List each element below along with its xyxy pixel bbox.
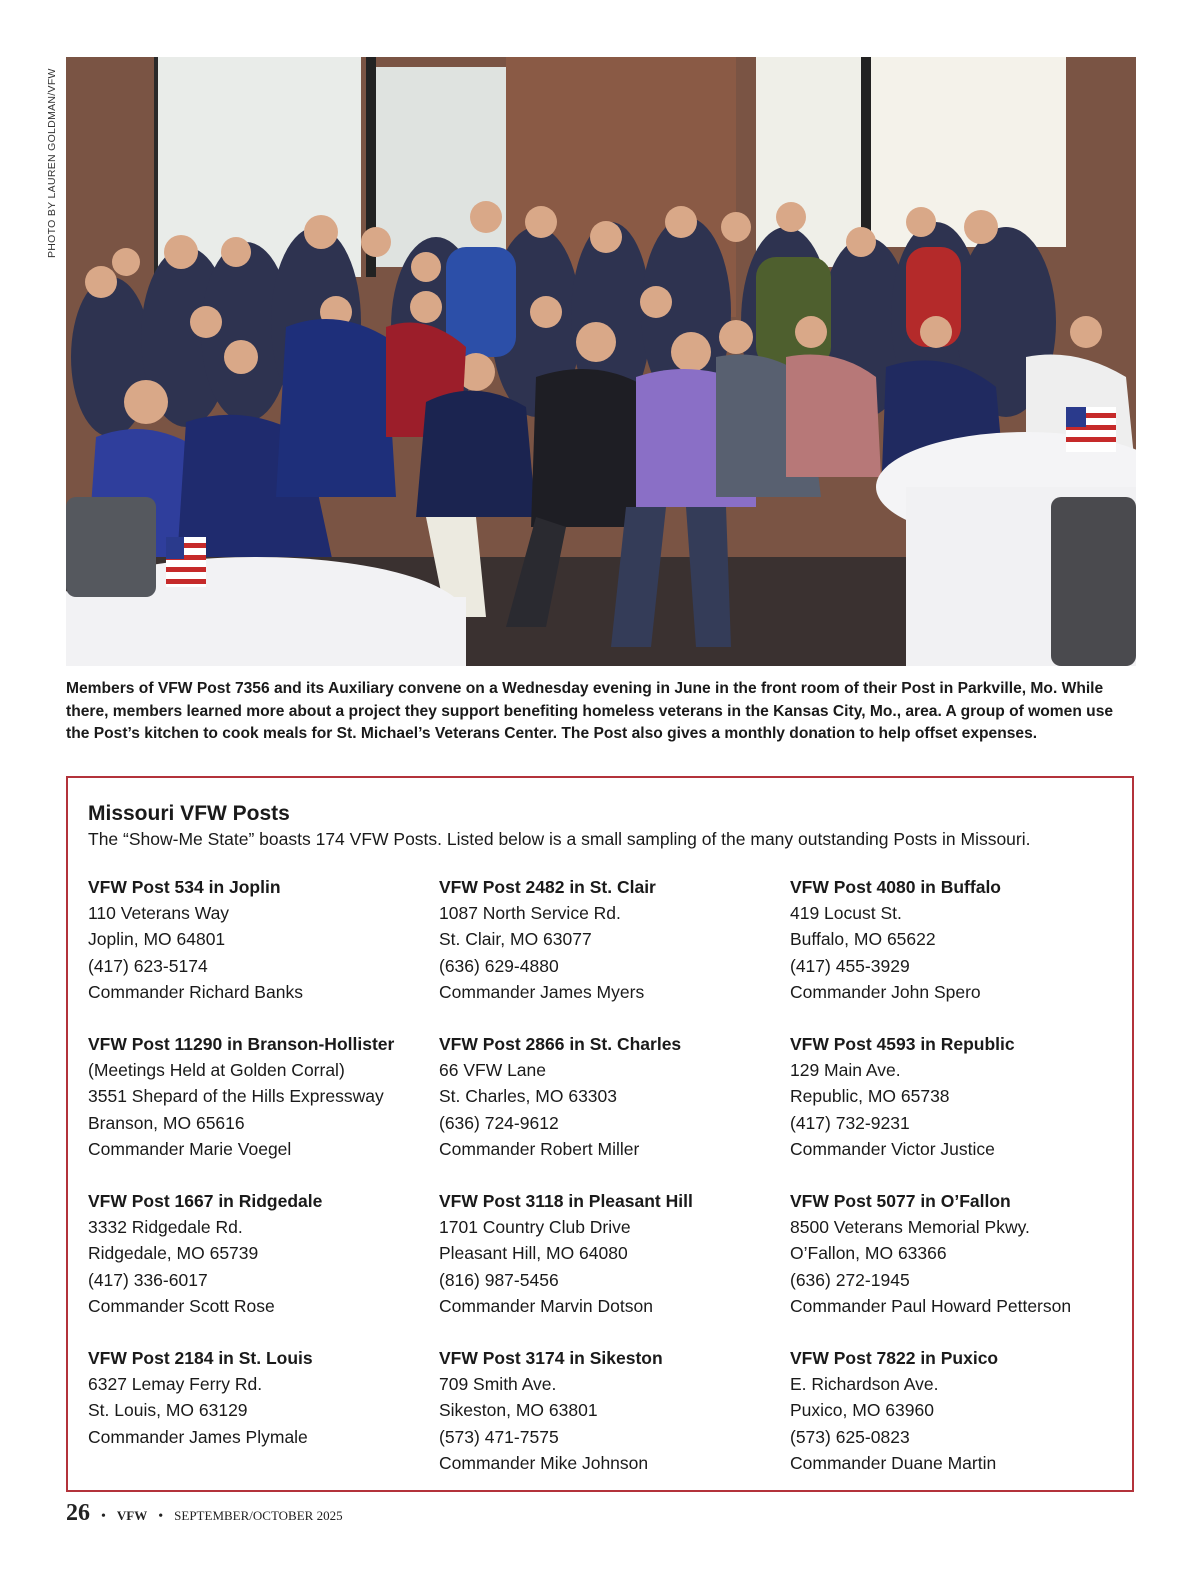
post-name: VFW Post 1667 in Ridgedale <box>88 1191 323 1212</box>
post-address: E. Richardson Ave. <box>790 1374 939 1395</box>
post-entry <box>88 874 433 1005</box>
photo-credit: PHOTO BY LAUREN GOLDMAN/VFW <box>46 68 58 258</box>
post-commander: Commander John Spero <box>790 981 981 1002</box>
post-commander: Commander Mike Johnson <box>439 1452 649 1473</box>
post-city: Puxico, MO 63960 <box>790 1400 934 1421</box>
post-city: Joplin, MO 64801 <box>88 929 226 950</box>
post-commander: Commander Paul Howard Petterson <box>790 1295 1072 1316</box>
posts-column-2 <box>439 874 784 1502</box>
box-title: Missouri VFW Posts <box>88 802 290 825</box>
post-name: VFW Post 3118 in Pleasant Hill <box>439 1191 693 1212</box>
post-city: Branson, MO 65616 <box>88 1112 245 1133</box>
post-commander: Commander Robert Miller <box>439 1138 640 1159</box>
post-address: 129 Main Ave. <box>790 1060 901 1081</box>
post-phone: (636) 724-9612 <box>439 1112 559 1133</box>
post-entry <box>88 1188 433 1319</box>
post-commander: Commander Marvin Dotson <box>439 1295 653 1316</box>
post-commander: Commander Marie Voegel <box>88 1138 292 1159</box>
post-entry <box>439 1031 784 1162</box>
post-entry <box>790 1345 1135 1476</box>
post-address: 3332 Ridgedale Rd. <box>88 1217 243 1238</box>
post-address: 8500 Veterans Memorial Pkwy. <box>790 1217 1030 1238</box>
post-name: VFW Post 2482 in St. Clair <box>439 877 656 897</box>
footer-separator: • <box>158 1509 164 1524</box>
post-commander: Commander Scott Rose <box>88 1295 275 1316</box>
post-phone: (573) 625-0823 <box>790 1426 910 1447</box>
photo-caption: Members of VFW Post 7356 and its Auxiliary convene on a Wednesday evening in June in the front room of their Post in Parkville, Mo. While there, members learned more about a project they support benefiting homeless veterans in the Kansas City, Mo., area. A group of women use the Post’s kitchen to cook meals for St. Michael’s Veterans Center. The Post also gives a monthly donation to help offset expenses. <box>66 680 1114 742</box>
post-city: St. Louis, MO 63129 <box>88 1400 248 1421</box>
post-city: O’Fallon, MO 63366 <box>790 1243 947 1264</box>
page-number: 26 <box>66 1500 90 1526</box>
missouri-posts-box <box>66 776 1134 1492</box>
post-city: Ridgedale, MO 65739 <box>88 1243 259 1264</box>
post-address: 3551 Shepard of the Hills Expressway <box>88 1086 384 1107</box>
post-name: VFW Post 11290 in Branson-Hollister <box>88 1034 395 1055</box>
post-phone: (573) 471-7575 <box>439 1426 559 1447</box>
post-name: VFW Post 534 in Joplin <box>88 877 281 897</box>
post-phone: (816) 987-5456 <box>439 1269 559 1290</box>
post-phone: (636) 272-1945 <box>790 1269 910 1290</box>
post-commander: Commander Victor Justice <box>790 1138 995 1159</box>
post-name: VFW Post 7822 in Puxico <box>790 1348 999 1369</box>
post-address: 6327 Lemay Ferry Rd. <box>88 1374 263 1395</box>
post-city: Sikeston, MO 63801 <box>439 1400 598 1421</box>
post-name: VFW Post 5077 in O’Fallon <box>790 1191 1011 1212</box>
post-city: St. Charles, MO 63303 <box>439 1086 617 1107</box>
post-phone: (636) 629-4880 <box>439 955 559 976</box>
post-address: 66 VFW Lane <box>439 1060 546 1081</box>
post-commander: Commander James Myers <box>439 981 645 1002</box>
post-name: VFW Post 2184 in St. Louis <box>88 1348 313 1369</box>
posts-column-3 <box>790 874 1135 1502</box>
post-city: Republic, MO 65738 <box>790 1086 950 1107</box>
post-phone: (417) 732-9231 <box>790 1112 910 1133</box>
box-intro: The “Show-Me State” boasts 174 VFW Posts. Listed below is a small sampling of the many outstanding Posts in Missouri. <box>88 829 1031 849</box>
post-entry <box>88 1345 433 1450</box>
post-address: 1701 Country Club Drive <box>439 1217 631 1238</box>
post-entry <box>790 1188 1135 1319</box>
post-commander: Commander Duane Martin <box>790 1452 997 1473</box>
post-entry <box>439 1188 784 1319</box>
posts-column-1 <box>88 874 433 1476</box>
post-name: VFW Post 3174 in Sikeston <box>439 1348 663 1369</box>
post-name: VFW Post 4080 in Buffalo <box>790 877 1001 897</box>
post-address: 1087 North Service Rd. <box>439 903 621 924</box>
post-entry <box>439 874 784 1005</box>
post-phone: (417) 455-3929 <box>790 955 910 976</box>
post-name: VFW Post 2866 in St. Charles <box>439 1034 682 1055</box>
post-phone: (417) 336-6017 <box>88 1269 208 1290</box>
page-footer <box>66 1500 343 1527</box>
group-photo <box>66 57 1136 666</box>
post-address: 709 Smith Ave. <box>439 1374 557 1395</box>
magazine-name: VFW <box>116 1508 148 1523</box>
issue-date: SEPTEMBER/OCTOBER 2025 <box>174 1508 343 1523</box>
post-commander: Commander James Plymale <box>88 1426 308 1447</box>
post-note: (Meetings Held at Golden Corral) <box>88 1060 345 1081</box>
post-address: 419 Locust St. <box>790 903 902 924</box>
post-entry <box>790 874 1135 1005</box>
post-city: St. Clair, MO 63077 <box>439 929 592 950</box>
footer-separator: • <box>101 1509 106 1524</box>
post-city: Buffalo, MO 65622 <box>790 929 936 950</box>
post-entry <box>88 1031 433 1162</box>
post-entry <box>790 1031 1135 1162</box>
post-name: VFW Post 4593 in Republic <box>790 1034 1015 1055</box>
post-entry <box>439 1345 784 1476</box>
post-commander: Commander Richard Banks <box>88 981 303 1002</box>
post-phone: (417) 623-5174 <box>88 955 208 976</box>
post-address: 110 Veterans Way <box>88 903 230 924</box>
post-city: Pleasant Hill, MO 64080 <box>439 1243 628 1264</box>
